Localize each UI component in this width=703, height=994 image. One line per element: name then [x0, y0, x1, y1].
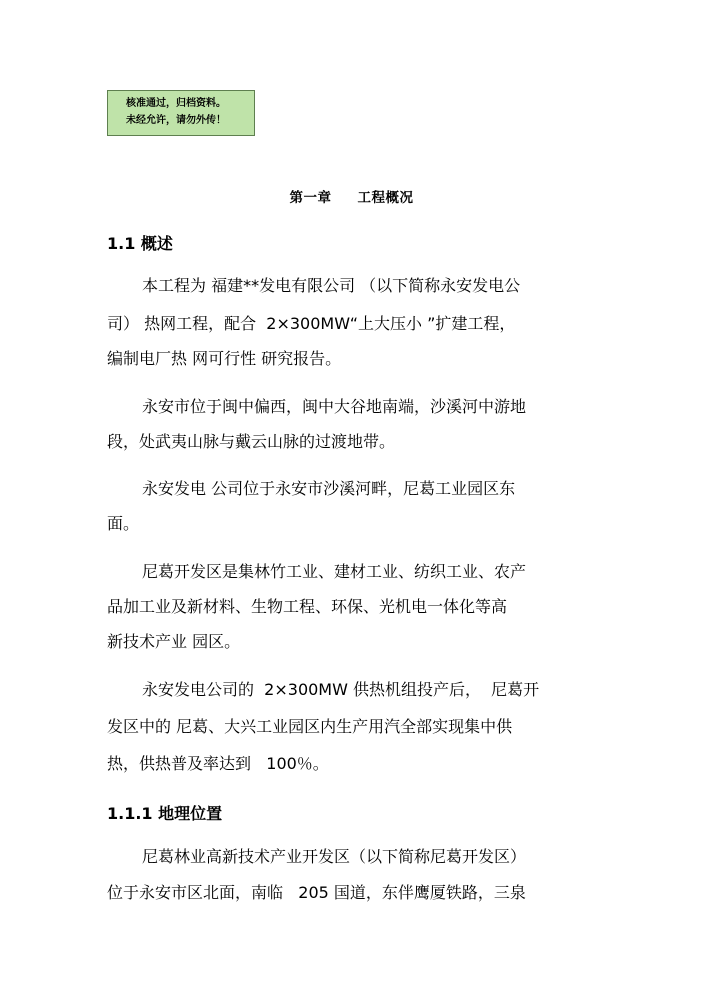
paragraph-line: 永安发电公司的 2×300MW 供热机组投产后， 尼葛开 — [142, 680, 540, 699]
stamp-line-1: 核准通过，归档资料。 — [126, 98, 226, 109]
paragraph-line: 位于永安市区北面，南临 205 国道，东伴鹰厦铁路，三泉 — [107, 883, 526, 902]
paragraph-line: 尼葛开发区是集林竹工业、建材工业、纺织工业、农产 — [142, 562, 527, 581]
paragraph-line: 编制电厂热 网可行性 研究报告。 — [107, 349, 342, 368]
paragraph-line: 永安发电 公司位于永安市沙溪河畔，尼葛工业园区东 — [142, 479, 516, 498]
paragraph-line: 新技术产业 园区。 — [107, 632, 241, 651]
section-heading-1-1-1: 1.1.1 地理位置 — [107, 804, 223, 823]
stamp-line-2: 未经允许，请勿外传！ — [126, 115, 226, 126]
paragraph-line: 面。 — [107, 514, 140, 533]
chapter-title: 第一章 工程概况 — [289, 190, 414, 206]
paragraph-line: 尼葛林业高新技术产业开发区（以下简称尼葛开发区） — [142, 847, 527, 866]
paragraph-line: 段，处武夷山脉与戴云山脉的过渡地带。 — [107, 432, 396, 451]
approval-stamp — [107, 90, 255, 136]
paragraph-line: 热，供热普及率达到 100％。 — [107, 754, 329, 773]
paragraph-line: 品加工业及新材料、生物工程、环保、光机电一体化等高 — [107, 597, 508, 616]
paragraph-line: 司） 热网工程，配合 2×300MW“上大压小 ”扩建工程， — [107, 314, 516, 333]
paragraph-line: 发区中的 尼葛、大兴工业园区内生产用汽全部实现集中供 — [107, 717, 513, 736]
paragraph-line: 永安市位于闽中偏西，闽中大谷地南端，沙溪河中游地 — [142, 397, 527, 416]
paragraph-line: 本工程为 福建**发电有限公司 （以下简称永安发电公 — [142, 276, 521, 295]
section-heading-1-1: 1.1 概述 — [107, 234, 173, 253]
